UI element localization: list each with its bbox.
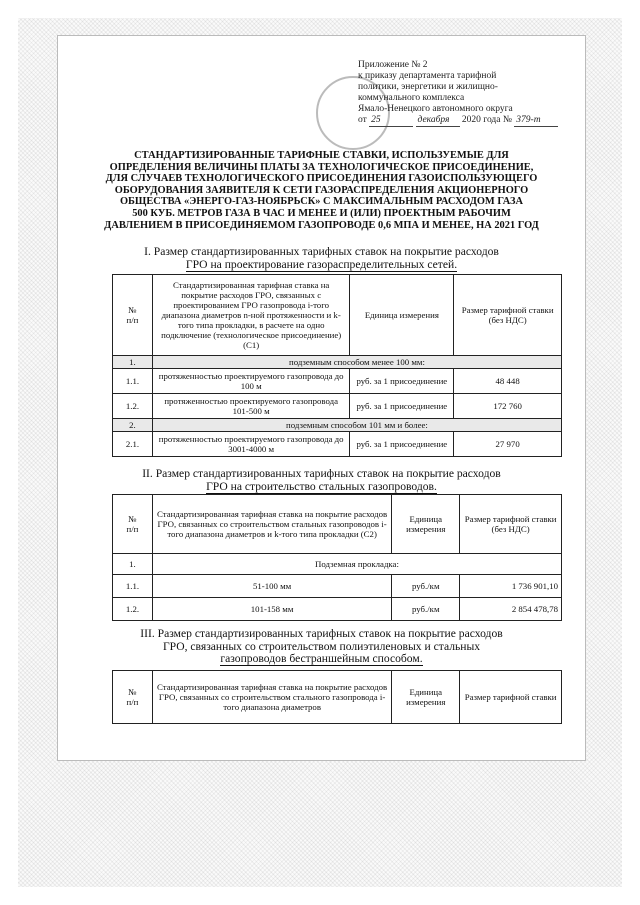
section-heading-line: ГРО на строительство стальных газопроводов. <box>206 479 437 493</box>
document-title <box>70 150 573 231</box>
row-unit: руб./км <box>392 598 460 621</box>
date-day: 25 <box>369 115 413 127</box>
title-line: СТАНДАРТИЗИРОВАННЫЕ ТАРИФНЫЕ СТАВКИ, ИСПОЛЬЗУЕМЫЕ ДЛЯ <box>134 150 509 161</box>
header-rate: Размер тарифной ставки <box>460 671 562 724</box>
date-month: декабря <box>416 115 460 127</box>
header-description: Стандартизированная тарифная ставка на покрытие расходов ГРО, связанных со строительством стального газопровода i-того диапазона диаметров <box>152 671 391 724</box>
group-label: Подземная прокладка: <box>152 554 561 575</box>
title-line: ОБЩЕСТВА «ЭНЕРГО-ГАЗ-НОЯБРЬСК» С МАКСИМАЛЬНЫМ РАСХОДОМ ГАЗА <box>119 196 524 208</box>
row-description: 101-158 мм <box>152 598 391 621</box>
appendix-line: Ямало-Ненецкого автономного округа <box>358 104 513 114</box>
title-line: ДЛЯ СЛУЧАЕВ ТЕХНОЛОГИЧЕСКОГО ПРИСОЕДИНЕНИЯ ГАЗОИСПОЛЬЗУЮЩЕГО <box>105 173 538 185</box>
row-num: 1.2. <box>113 598 153 621</box>
section-2-heading <box>78 468 565 493</box>
table-header-row <box>113 495 562 554</box>
table-steel-construction-rates <box>112 494 562 621</box>
section-heading-line: II. Размер стандартизированных тарифных ставок на покрытие расходов <box>142 467 501 480</box>
row-value: 172 760 <box>454 394 562 419</box>
order-number: 379-т <box>514 115 558 127</box>
title-line: ОПРЕДЕЛЕНИЯ ВЕЛИЧИНЫ ПЛАТЫ ЗА ТЕХНОЛОГИЧЕСКОЕ ПРИСОЕДИНЕНИЕ, <box>109 161 534 173</box>
document-page <box>58 36 585 760</box>
header-num: № п/п <box>113 495 153 554</box>
appendix-line: политики, энергетики и жилищно- <box>358 82 498 92</box>
header-rate: Размер тарифной ставки (без НДС) <box>460 495 562 554</box>
table-row <box>113 432 562 457</box>
section-1-heading <box>78 246 565 271</box>
title-line: ОБОРУДОВАНИЯ ЗАЯВИТЕЛЯ К СЕТИ ГАЗОРАСПРЕДЕЛЕНИЯ АКЦИОНЕРНОГО <box>114 184 529 196</box>
section-heading-line: III. Размер стандартизированных тарифных ставок на покрытие расходов <box>140 627 503 640</box>
row-description: протяженностью проектируемого газопровода 101-500 м <box>152 394 350 419</box>
date-year: 2020 года № <box>461 115 512 125</box>
header-num: № п/п <box>113 671 153 724</box>
table-design-rates <box>112 274 562 457</box>
header-description: Стандартизированная тарифная ставка на покрытие расходов ГРО, связанных со строительством стальных газопроводов i-того диапазона диаметров и k-того типа прокладки (С2) <box>152 495 391 554</box>
section-heading-line: газопроводов бестраншейным способом. <box>220 652 423 666</box>
table-row <box>113 575 562 598</box>
row-num: 2.1. <box>113 432 153 457</box>
row-num: 1. <box>113 554 153 575</box>
appendix-line: к приказу департамента тарифной <box>358 71 497 81</box>
appendix-header <box>358 60 578 127</box>
header-unit: Единица измерения <box>350 275 454 356</box>
table-row <box>113 369 562 394</box>
header-unit: Единица измерения <box>392 495 460 554</box>
table-group-row <box>113 356 562 369</box>
row-value: 2 854 478,78 <box>460 598 562 621</box>
appendix-line: Приложение № 2 <box>358 60 428 70</box>
appendix-date-line <box>358 115 578 127</box>
table-row <box>113 394 562 419</box>
row-value: 1 736 901,10 <box>460 575 562 598</box>
row-unit: руб. за 1 присоединение <box>350 394 454 419</box>
table-trenchless-rates <box>112 670 562 724</box>
section-heading-line: I. Размер стандартизированных тарифных ставок на покрытие расходов <box>144 245 499 258</box>
table-row <box>113 598 562 621</box>
header-description: Стандартизированная тарифная ставка на покрытие расходов ГРО, связанных с проектированием ГРО газопровода i-того диапазона диаметров n-ной протяженности и k-того типа прокладки, в расчете на одно подключение (технологическое присоединение) (С1) <box>152 275 350 356</box>
row-value: 27 970 <box>454 432 562 457</box>
header-unit: Единица измерения <box>392 671 460 724</box>
row-num: 1.1. <box>113 575 153 598</box>
row-num: 1.2. <box>113 394 153 419</box>
row-value: 48 448 <box>454 369 562 394</box>
row-num: 2. <box>113 419 153 432</box>
section-heading-line: ГРО, связанных со строительством полиэтиленовых и стальных <box>162 639 481 653</box>
section-heading-line: ГРО на проектирование газораспределительных сетей. <box>185 257 458 271</box>
table-group-row <box>113 419 562 432</box>
title-line: ДАВЛЕНИЕМ В ПРИСОЕДИНЯЕМОМ ГАЗОПРОВОДЕ 0,6 МПА И МЕНЕЕ, НА 2021 ГОД <box>104 219 539 231</box>
row-unit: руб. за 1 присоединение <box>350 432 454 457</box>
date-prefix: от <box>358 115 367 125</box>
header-num: № п/п <box>113 275 153 356</box>
section-3-heading <box>78 628 565 666</box>
row-num: 1.1. <box>113 369 153 394</box>
appendix-line: коммунального комплекса <box>358 93 465 103</box>
row-unit: руб. за 1 присоединение <box>350 369 454 394</box>
group-label: подземным способом 101 мм и более: <box>152 419 561 432</box>
group-label: подземным способом менее 100 мм: <box>152 356 561 369</box>
table-group-row <box>113 554 562 575</box>
row-unit: руб./км <box>392 575 460 598</box>
title-line: 500 КУБ. МЕТРОВ ГАЗА В ЧАС И МЕНЕЕ И (ИЛИ) ПРОЕКТНЫМ РАБОЧИМ <box>132 207 511 219</box>
row-description: протяженностью проектируемого газопровода до 3001-4000 м <box>152 432 350 457</box>
header-rate: Размер тарифной ставки (без НДС) <box>454 275 562 356</box>
row-description: протяженностью проектируемого газопровода до 100 м <box>152 369 350 394</box>
row-num: 1. <box>113 356 153 369</box>
table-header-row <box>113 671 562 724</box>
row-description: 51-100 мм <box>152 575 391 598</box>
table-header-row <box>113 275 562 356</box>
